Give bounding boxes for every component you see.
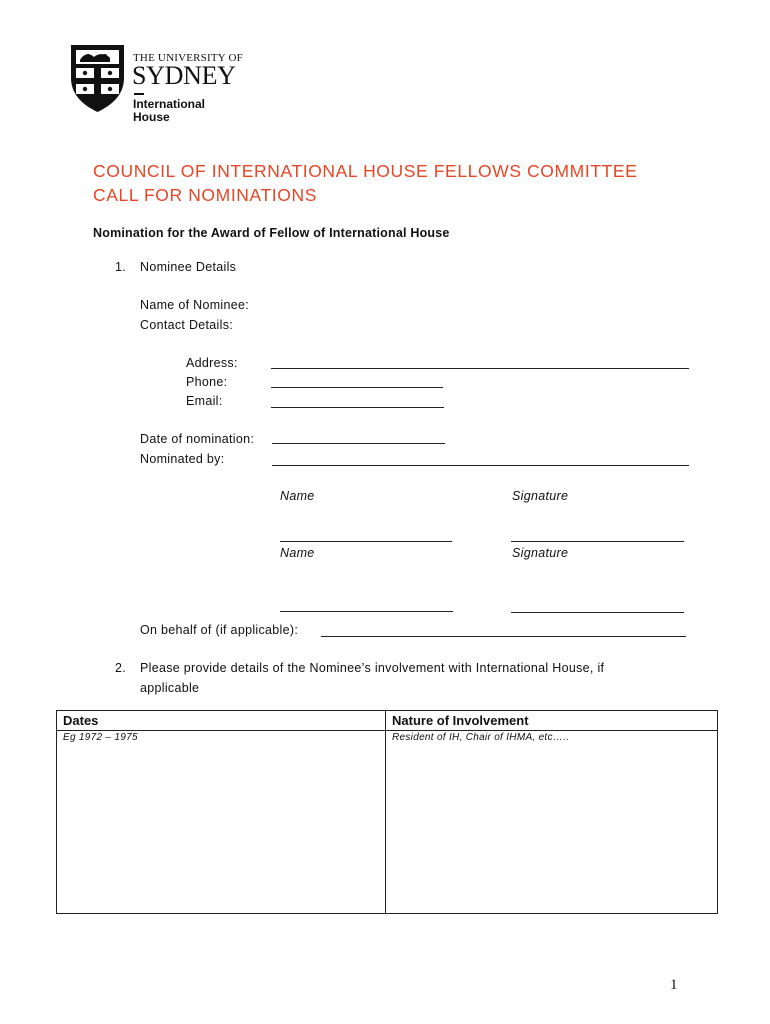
section1-number: 1.: [115, 260, 127, 274]
nominator2-name-field[interactable]: [280, 611, 453, 612]
date-of-nomination-label: Date of nomination:: [140, 432, 255, 446]
nominated-by-field[interactable]: [272, 465, 689, 466]
table-row: [57, 731, 718, 914]
on-behalf-of-label: On behalf of (if applicable):: [140, 623, 299, 637]
nominated-by-label: Nominated by:: [140, 452, 225, 466]
page-title-line1: COUNCIL OF INTERNATIONAL HOUSE FELLOWS COMMITTEE: [93, 161, 638, 181]
nominator1-signature-field[interactable]: [511, 541, 684, 542]
dates-column-header: Dates: [57, 711, 386, 731]
involvement-cell[interactable]: Resident of IH, Chair of IHMA, etc…..: [386, 731, 718, 914]
nominee-name-label: Name of Nominee:: [140, 298, 250, 312]
contact-details-label: Contact Details:: [140, 318, 234, 332]
nominator2-signature-caption: Signature: [512, 546, 569, 560]
section1-heading: Nominee Details: [140, 260, 237, 274]
phone-label: Phone:: [186, 375, 228, 389]
email-label: Email:: [186, 394, 223, 408]
on-behalf-of-field[interactable]: [321, 636, 686, 637]
date-of-nomination-field[interactable]: [272, 443, 445, 444]
address-label: Address:: [186, 356, 238, 370]
org-name-line1: International: [133, 97, 206, 111]
section2-instructions-line2: applicable: [140, 681, 200, 695]
page-number: 1: [670, 977, 678, 993]
nominator1-name-field[interactable]: [280, 541, 452, 542]
section2-number: 2.: [115, 661, 127, 675]
university-name-line1: THE UNIVERSITY OF: [133, 52, 243, 64]
nominator2-name-caption: Name: [280, 546, 315, 560]
nominator2-signature-field[interactable]: [511, 612, 684, 613]
section2-instructions-line1: Please provide details of the Nominee’s involvement with International House, if: [140, 661, 605, 675]
email-field[interactable]: [271, 407, 444, 408]
university-name-line2: SYDNEY: [132, 61, 236, 90]
nominator1-name-caption: Name: [280, 489, 315, 503]
address-field[interactable]: [271, 368, 689, 369]
nominator1-signature-caption: Signature: [512, 489, 569, 503]
org-name-line2: House: [133, 110, 170, 124]
page-title-line2: CALL FOR NOMINATIONS: [93, 185, 317, 205]
logo-divider: [134, 93, 144, 95]
phone-field[interactable]: [271, 387, 443, 388]
involvement-table: [56, 710, 718, 914]
table-header-row: [57, 711, 718, 731]
involvement-column-header: Nature of Involvement: [386, 711, 718, 731]
form-subtitle: Nomination for the Award of Fellow of International House: [93, 226, 450, 240]
dates-cell[interactable]: Eg 1972 – 1975: [57, 731, 386, 914]
